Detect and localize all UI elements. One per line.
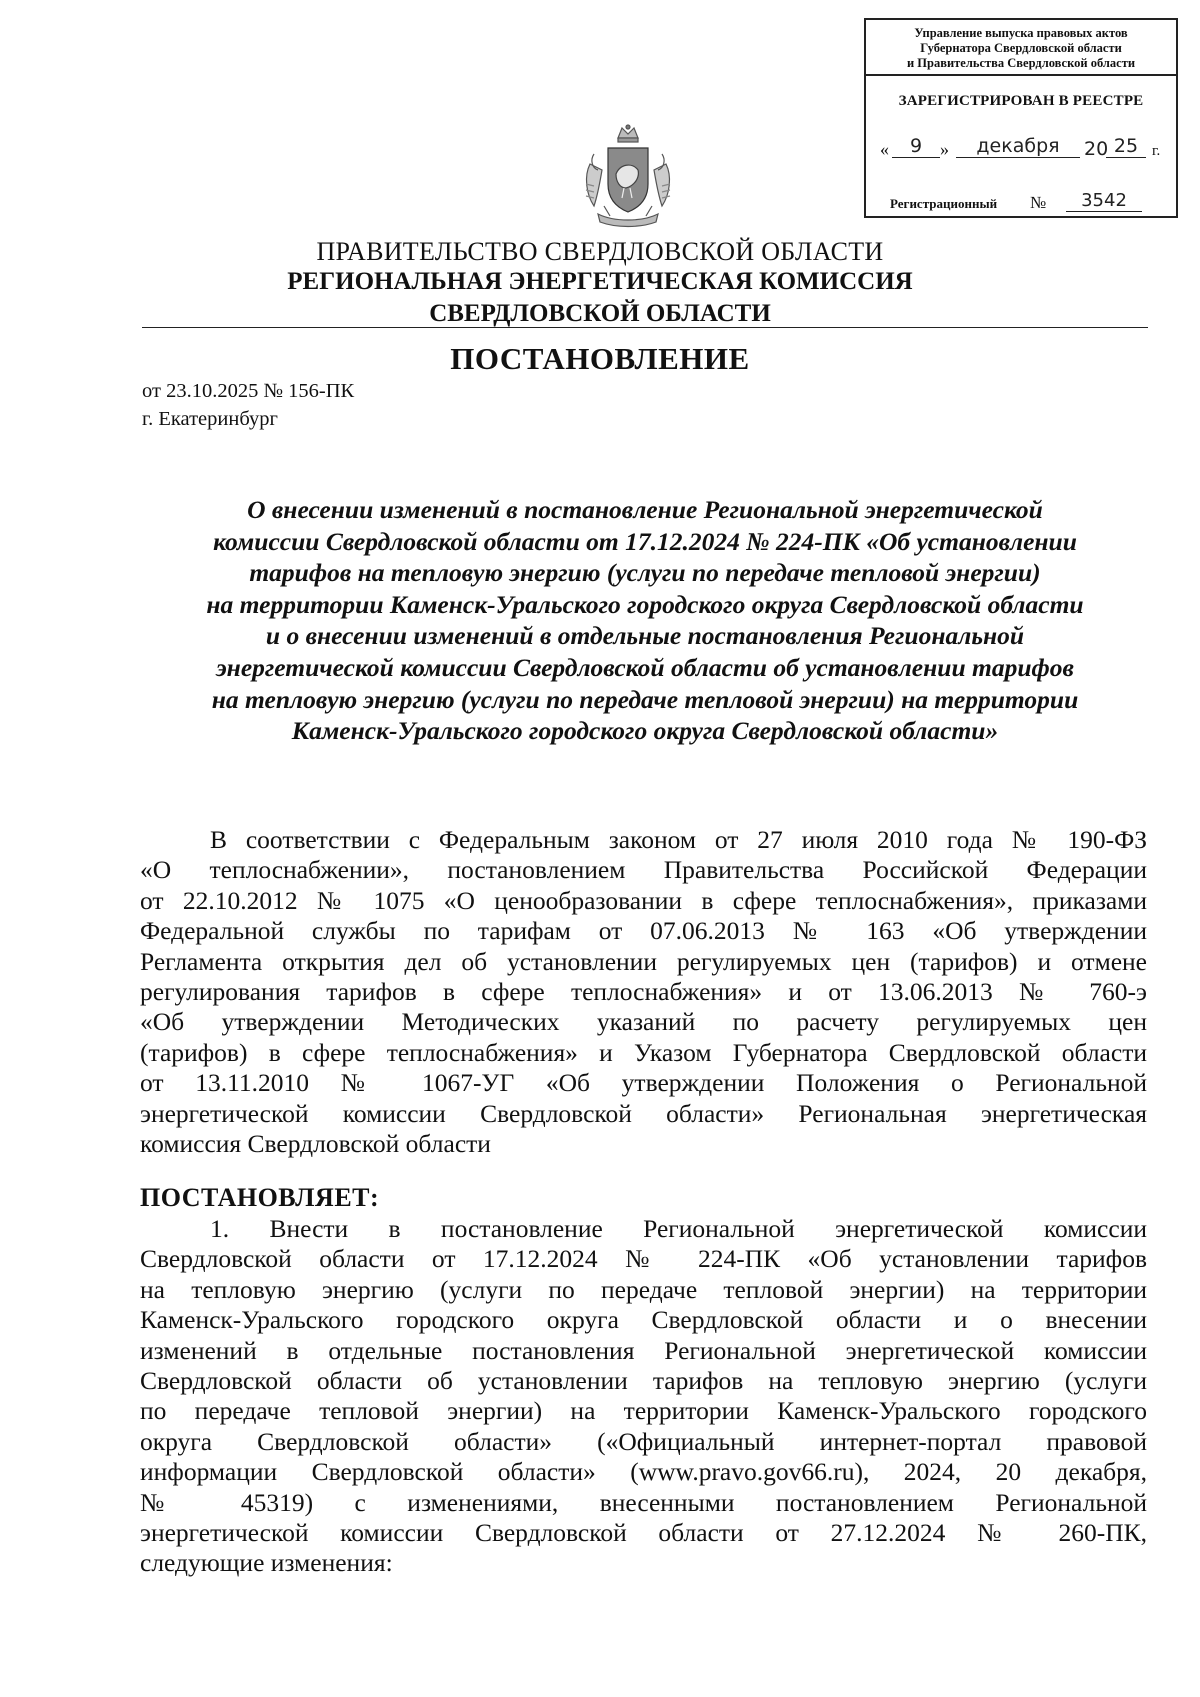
title-line: и о внесении изменений в отдельные постановления Региональной	[265, 621, 1025, 651]
commission-name-line1: РЕГИОНАЛЬНАЯ ЭНЕРГЕТИЧЕСКАЯ КОМИССИЯ	[287, 268, 913, 295]
document-city: г. Екатеринбург	[142, 408, 278, 430]
title-line: комиссии Свердловской области от 17.12.2024 № 224-ПК «Об установлении	[213, 526, 1077, 556]
stamp-year-suffix: 25	[1106, 135, 1146, 158]
paragraph-line: Регламента открытия дел об установлении регулируемых цен (тарифов) и отмене	[140, 946, 1147, 976]
document-date-number: от 23.10.2025 № 156-ПК	[142, 380, 355, 402]
paragraph-line: 1. Внести в постановление Региональной энергетической комиссии	[210, 1214, 1147, 1243]
government-name: ПРАВИТЕЛЬСТВО СВЕРДЛОВСКОЙ ОБЛАСТИ	[316, 237, 884, 266]
paragraph-line: комиссия Свердловской области	[140, 1128, 491, 1158]
paragraph-line: «Об утверждении Методических указаний по расчету регулируемых цен	[140, 1007, 1147, 1037]
paragraph-line: округа Свердловской области» («Официальный интернет-портал правовой	[140, 1426, 1147, 1456]
stamp-registration-number	[890, 190, 1170, 216]
document-title	[130, 494, 1160, 747]
paragraph-line: от 22.10.2012 № 1075 «О ценообразовании в сфере теплоснабжения», приказами	[140, 885, 1147, 915]
stamp-year-mark: г.	[1152, 143, 1161, 159]
title-line: на территории Каменск-Уральского городского округа Свердловской области	[206, 589, 1084, 619]
stamp-day: 9	[892, 135, 940, 158]
paragraph-line: энергетической комиссии Свердловской области» Региональная энергетическая	[140, 1098, 1147, 1128]
paragraph-line: изменений в отдельные постановления Региональной энергетической комиссии	[140, 1335, 1147, 1365]
paragraph-line: регулирования тарифов в сфере теплоснабжения» и от 13.06.2013 № 760-э	[140, 976, 1147, 1006]
preamble-paragraph	[140, 825, 1147, 1159]
paragraph-line: по передаче тепловой энергии) на территории Каменск-Уральского городского	[140, 1396, 1147, 1426]
title-line: О внесении изменений в постановление Региональной энергетической	[247, 495, 1043, 524]
paragraph-line: от 13.11.2010 № 1067-УГ «Об утверждении Положения о Региональной	[140, 1068, 1147, 1098]
paragraph-line: на тепловую энергию (услуги по передаче тепловой энергии) на территории	[140, 1274, 1147, 1304]
paragraph-line: Свердловской области об установлении тарифов на тепловую энергию (услуги	[140, 1365, 1147, 1395]
stamp-header	[866, 20, 1176, 76]
title-line: тарифов на тепловую энергию (услуги по передаче тепловой энергии)	[249, 558, 1041, 588]
paragraph-line: Федеральной службы по тарифам от 07.06.2013 № 163 «Об утверждении	[140, 916, 1147, 946]
clause-1-paragraph	[140, 1214, 1147, 1579]
stamp-reg-number: 3542	[1066, 190, 1142, 212]
stamp-registered-label: ЗАРЕГИСТРИРОВАН В РЕЕСТРЕ	[898, 93, 1144, 109]
stamp-header-line: и Правительства Свердловской области	[906, 56, 1136, 70]
stamp-year-prefix: 20	[1084, 138, 1109, 160]
registration-stamp	[864, 18, 1178, 218]
title-line: Каменск-Уральского городского округа Свердловской области»	[291, 716, 999, 746]
coat-of-arms-icon	[580, 124, 676, 232]
document-type: ПОСТАНОВЛЕНИЕ	[450, 341, 750, 376]
header-divider	[142, 327, 1148, 328]
paragraph-line: № 45319) с изменениями, внесенными постановлением Региональной	[140, 1487, 1147, 1517]
decree-word: ПОСТАНОВЛЯЕТ:	[140, 1183, 380, 1212]
stamp-header-line: Управление выпуска правовых актов	[914, 26, 1128, 40]
paragraph-line: следующие изменения:	[140, 1548, 393, 1578]
stamp-open-quote: «	[880, 139, 889, 159]
paragraph-line: «О теплоснабжении», постановлением Правительства Российской Федерации	[140, 855, 1147, 885]
stamp-header-line: Губернатора Свердловской области	[920, 41, 1122, 55]
paragraph-line: (тарифов) в сфере теплоснабжения» и Указом Губернатора Свердловской области	[140, 1037, 1147, 1067]
stamp-month: декабря	[956, 135, 1080, 158]
title-line: энергетической комиссии Свердловской области об установлении тарифов	[216, 652, 1074, 682]
stamp-number-sign: №	[1030, 193, 1047, 212]
stamp-date	[880, 136, 1170, 162]
paragraph-line: В соответствии с Федеральным законом от 27 июля 2010 года № 190-ФЗ	[210, 825, 1147, 854]
commission-name-line2: СВЕРДЛОВСКОЙ ОБЛАСТИ	[429, 300, 771, 327]
stamp-reg-label: Регистрационный	[890, 196, 998, 211]
title-line: на тепловую энергию (услуги по передаче тепловой энергии) на территории	[211, 684, 1079, 714]
paragraph-line: Свердловской области от 17.12.2024 № 224-ПК «Об установлении тарифов	[140, 1244, 1147, 1274]
paragraph-line: Каменск-Уральского городского округа Свердловской области и о внесении	[140, 1305, 1147, 1335]
stamp-close-quote: »	[940, 139, 949, 159]
paragraph-line: информации Свердловской области» (www.pravo.gov66.ru), 2024, 20 декабря,	[140, 1457, 1147, 1487]
paragraph-line: энергетической комиссии Свердловской области от 27.12.2024 № 260-ПК,	[140, 1517, 1147, 1547]
